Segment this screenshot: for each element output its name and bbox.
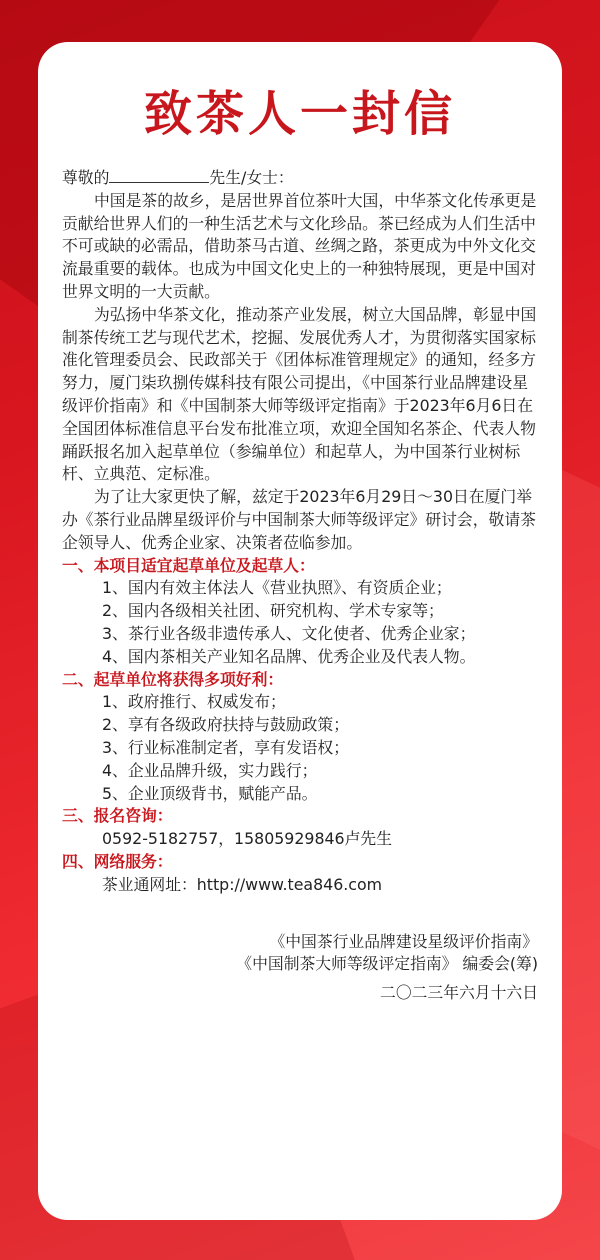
section-heading: 四、网络服务： [62, 851, 173, 871]
section-heading: 一、本项目适宜起草单位及起草人： [62, 555, 315, 575]
list-item: 2、国内各级相关社团、研究机构、学术专家等； [102, 601, 444, 621]
paragraph: 中国是茶的故乡，是居世界首位茶叶大国，中华茶文化传承更是贡献给世界人们的一种生活艺术与文化珍品。茶已经成为人们生活中不可或缺的必需品，借助茶马古道、丝绸之路，茶更成为中外文化交流最重要的载体。也成为中国文化史上的一种独特展现，更是中国对世界文明的一大贡献。 [62, 190, 537, 301]
signature-line: 《中国茶行业品牌建设星级评价指南》 [269, 931, 538, 951]
list-item: 4、企业品牌升级，实力践行； [102, 760, 318, 780]
list-item: 5、企业顶级背书，赋能产品。 [102, 783, 318, 803]
section-heading: 三、报名咨询： [62, 806, 173, 826]
paragraph: 为了让大家更快了解，兹定于2023年6月29日～30日在厦门举办《茶行业品牌星级评价与中国制茶大师等级评定》研讨会，敬请茶企领导人、优秀企业家、决策者莅临参加。 [62, 487, 536, 552]
contact-phone: 0592-5182757，15805929846卢先生 [102, 829, 392, 849]
name-blank [109, 168, 209, 183]
list-item: 1、国内有效主体法人《营业执照》、有资质企业； [102, 578, 452, 598]
list-item: 3、行业标准制定者，享有发语权； [102, 737, 350, 757]
paragraph: 为弘扬中华茶文化，推动茶产业发展，树立大国品牌，彰显中国制茶传统工艺与现代艺术，挖掘、发展优秀人才，为贯彻落实国家标准化管理委员会、民政部关于《团体标准管理规定》的通知，经多方努力，厦门柒玖捌传媒科技有限公司提出，《中国茶行业品牌建设星级评价指南》和《中国制茶大师等级评定指南》于2023年6月6日在全国团体标准信息平台发布批准立项，欢迎全国知名茶企、代表人物踊跃报名加入起草单位（参编单位）和起草人，为中国茶行业树标杆、立典范、定标准。 [62, 304, 537, 484]
salutation-prefix: 尊敬的 [62, 168, 110, 187]
spacer [62, 897, 538, 931]
letter-title: 致茶人一封信 [143, 86, 456, 142]
letter-body [62, 167, 538, 1005]
list-item: 2、享有各级政府扶持与鼓励政策； [102, 715, 350, 735]
list-item: 3、茶行业各级非遗传承人、文化使者、优秀企业家； [102, 623, 476, 643]
section-heading: 二、起草单位将获得多项好利： [62, 669, 284, 689]
salutation-suffix: 先生/女士： [209, 168, 294, 187]
list-item: 4、国内茶相关产业知名品牌、优秀企业及代表人物。 [102, 646, 476, 666]
salutation [62, 167, 538, 190]
website-url: 茶业通网址：http://www.tea846.com [102, 874, 383, 894]
list-item: 1、政府推行、权威发布； [102, 692, 286, 712]
signature-date: 二〇二三年六月十六日 [380, 983, 538, 1003]
signature-line: 《中国制茶大师等级评定指南》 编委会(筹) [236, 954, 538, 974]
